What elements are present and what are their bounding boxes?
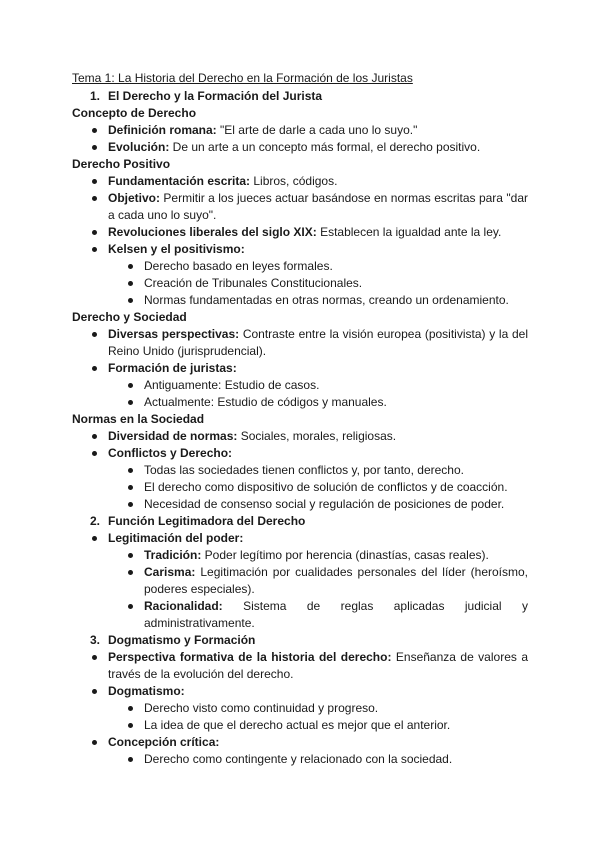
bullet-icon <box>128 298 133 303</box>
bullet-icon <box>92 434 97 439</box>
section-title: Dogmatismo y Formación <box>108 633 256 647</box>
bullet-icon <box>128 281 133 286</box>
sub-list-item: La idea de que el derecho actual es mejor que el anterior. <box>72 717 528 734</box>
bullet-icon <box>92 451 97 456</box>
list-item: Legitimación del poder: <box>72 530 528 547</box>
subheading-normas: Normas en la Sociedad <box>72 412 205 426</box>
bullet-icon <box>92 689 97 694</box>
section-title: Función Legitimadora del Derecho <box>108 514 306 528</box>
bullet-icon <box>128 706 133 711</box>
section-number: 3. <box>90 633 101 647</box>
list-item: Conflictos y Derecho: <box>72 445 528 462</box>
bullet-icon <box>92 196 97 201</box>
list-item: Perspectiva formativa de la historia del derecho: Enseñanza de valores a través de la evolución del derecho. <box>72 649 528 683</box>
sub-list-item: Necesidad de consenso social y regulación de posiciones de poder. <box>72 496 528 513</box>
list-item: Concepción crítica: <box>72 734 528 751</box>
bullet-icon <box>92 332 97 337</box>
list-item: Evolución: De un arte a un concepto más formal, el derecho positivo. <box>72 139 528 156</box>
bullet-icon <box>128 723 133 728</box>
bullet-icon <box>92 247 97 252</box>
bullet-icon <box>128 570 133 575</box>
section-title: El Derecho y la Formación del Jurista <box>108 89 323 103</box>
sub-list-item: Actualmente: Estudio de códigos y manuales. <box>72 394 528 411</box>
section-1-heading <box>72 88 528 105</box>
bullet-icon <box>128 757 133 762</box>
list-item: Definición romana: "El arte de darle a cada uno lo suyo." <box>72 122 528 139</box>
section-2-heading <box>72 513 528 530</box>
sub-list-item: Creación de Tribunales Constitucionales. <box>72 275 528 292</box>
sub-list-item: Derecho basado en leyes formales. <box>72 258 528 275</box>
bullet-icon <box>128 485 133 490</box>
bullet-icon <box>92 366 97 371</box>
bullet-icon <box>92 740 97 745</box>
list-item: Revoluciones liberales del siglo XIX: Establecen la igualdad ante la ley. <box>72 224 528 241</box>
bullet-icon <box>128 604 133 609</box>
subheading-positivo: Derecho Positivo <box>72 157 171 171</box>
section-number: 2. <box>90 514 101 528</box>
sub-list-item: Todas las sociedades tienen conflictos y, por tanto, derecho. <box>72 462 528 479</box>
bullet-icon <box>92 145 97 150</box>
list-item: Dogmatismo: <box>72 683 528 700</box>
page-title: Tema 1: La Historia del Derecho en la Formación de los Juristas <box>72 71 413 85</box>
bullet-icon <box>92 536 97 541</box>
bullet-icon <box>128 553 133 558</box>
sub-list-item: Derecho visto como continuidad y progreso. <box>72 700 528 717</box>
sub-list-item: Derecho como contingente y relacionado con la sociedad. <box>72 751 528 768</box>
bullet-icon <box>92 655 97 660</box>
list-item: Kelsen y el positivismo: <box>72 241 528 258</box>
sub-list-item: Tradición: Poder legítimo por herencia (dinastías, casas reales). <box>72 547 528 564</box>
bullet-icon <box>92 179 97 184</box>
section-number: 1. <box>90 89 101 103</box>
document-page <box>72 70 528 768</box>
bullet-icon <box>128 400 133 405</box>
list-item: Diversas perspectivas: Contraste entre la visión europea (positivista) y la del Reino Unido (jurisprudencial). <box>72 326 528 360</box>
subheading-sociedad: Derecho y Sociedad <box>72 310 187 324</box>
sub-list-item: Racionalidad: Sistema de reglas aplicadas judicial y administrativamente. <box>72 598 528 632</box>
bullet-icon <box>128 502 133 507</box>
sub-list-item: Normas fundamentadas en otras normas, creando un ordenamiento. <box>72 292 528 309</box>
bullet-icon <box>92 230 97 235</box>
bullet-icon <box>128 468 133 473</box>
section-3-heading <box>72 632 528 649</box>
subheading-concepto: Concepto de Derecho <box>72 106 197 120</box>
list-item: Formación de juristas: <box>72 360 528 377</box>
sub-list-item: Antiguamente: Estudio de casos. <box>72 377 528 394</box>
list-item: Objetivo: Permitir a los jueces actuar basándose en normas escritas para "dar a cada uno lo suyo". <box>72 190 528 224</box>
bullet-icon <box>128 264 133 269</box>
bullet-icon <box>92 128 97 133</box>
bullet-icon <box>128 383 133 388</box>
sub-list-item: El derecho como dispositivo de solución de conflictos y de coacción. <box>72 479 528 496</box>
list-item: Fundamentación escrita: Libros, códigos. <box>72 173 528 190</box>
sub-list-item: Carisma: Legitimación por cualidades personales del líder (heroísmo, poderes especiales). <box>72 564 528 598</box>
list-item: Diversidad de normas: Sociales, morales, religiosas. <box>72 428 528 445</box>
